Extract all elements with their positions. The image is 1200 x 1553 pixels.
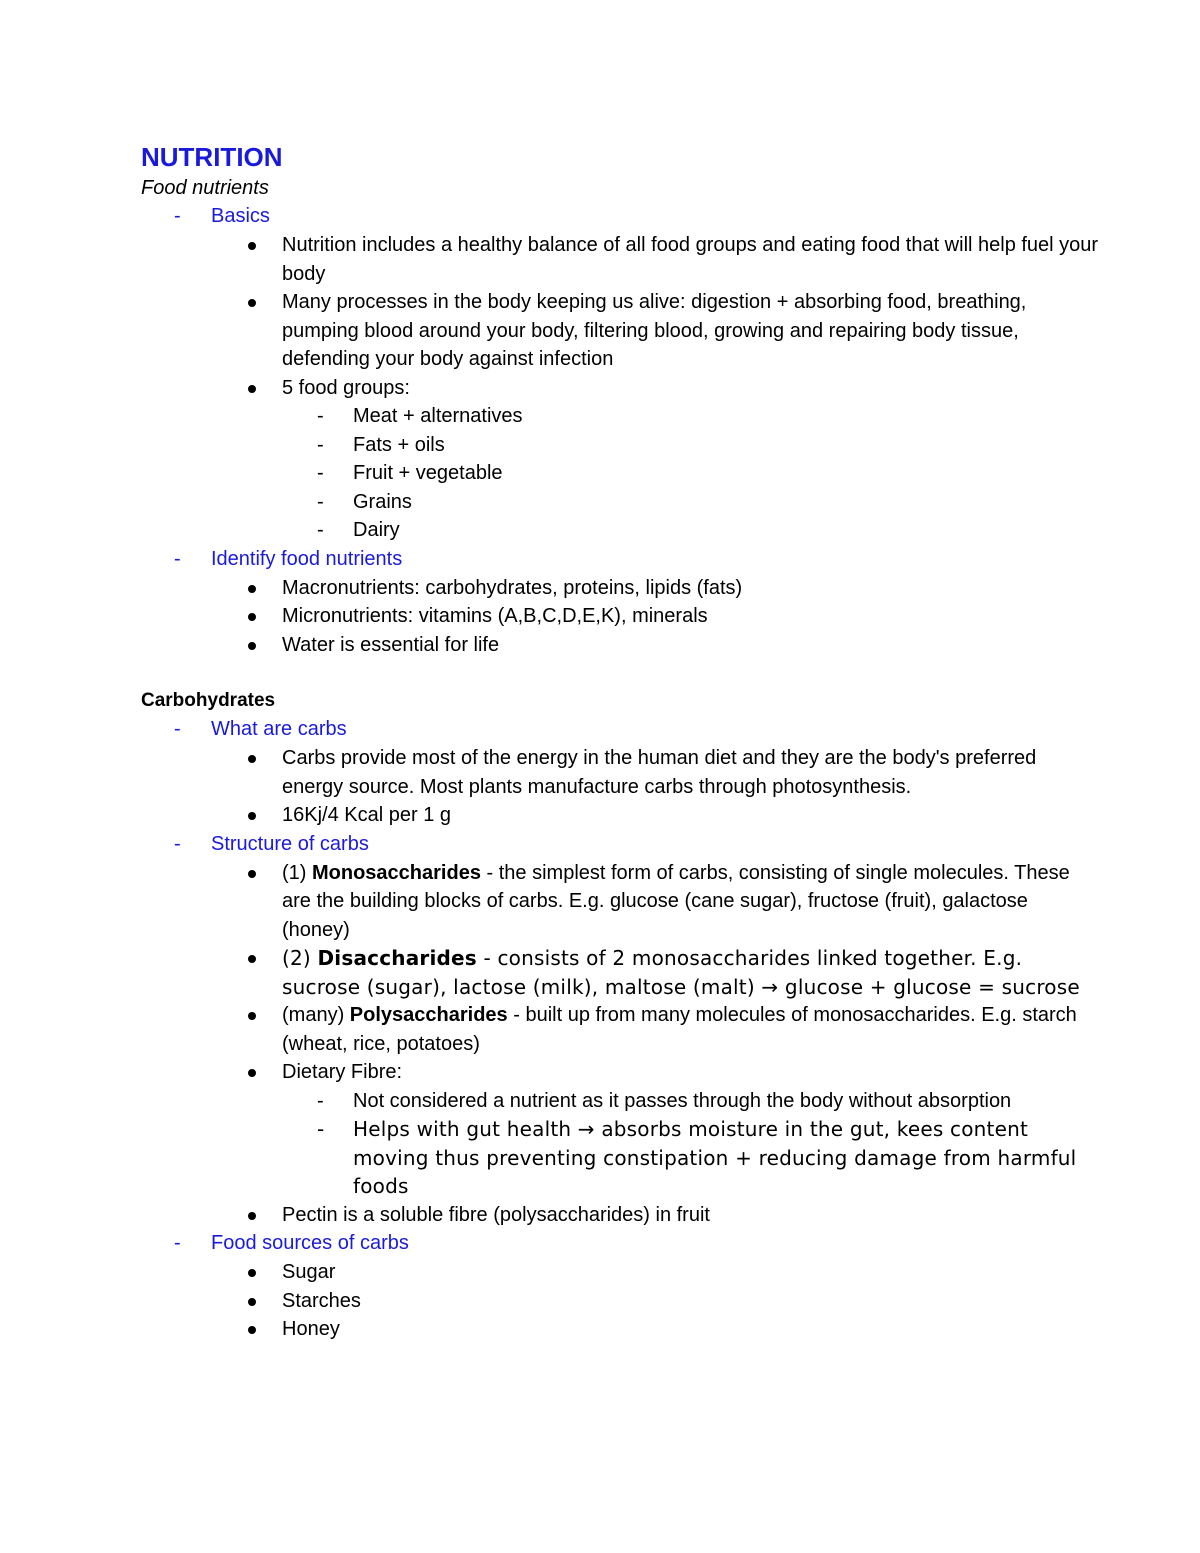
bullet-icon [248, 1012, 256, 1020]
list-item: (1) Monosaccharides - the simplest form of carbs, consisting of single molecules. These are the building blocks of carbs. E.g. glucose (cane sugar), fructose (fruit), galactose (honey) [211, 859, 1101, 945]
list-item: Water is essential for life [211, 631, 1101, 660]
section-identify [141, 545, 1101, 660]
dash-marker: - [317, 405, 324, 427]
list-item: - Fats + oils [282, 431, 1101, 460]
list-item: Pectin is a soluble fibre (polysaccharides) in fruit [211, 1201, 1101, 1230]
dash-marker: - [317, 1117, 325, 1141]
section-what-are-carbs [141, 715, 1101, 830]
bullet-icon [248, 585, 256, 593]
section-label: Structure of carbs [211, 832, 369, 855]
list-item: - Helps with gut health → absorbs moisture in the gut, kees content moving thus preventing constipation + reducing damage from harmful foods [317, 1117, 1077, 1198]
dash-marker: - [174, 1232, 181, 1254]
dash-marker: - [317, 519, 324, 541]
section-food-sources [141, 1229, 1101, 1344]
document-page [141, 140, 1101, 1344]
bullet-icon [248, 642, 256, 650]
list-item: 16Kj/4 Kcal per 1 g [211, 801, 1101, 830]
bullet-icon [248, 1069, 256, 1077]
section-label: Basics [211, 205, 270, 227]
list-item: Nutrition includes a healthy balance of all food groups and eating food that will help fuel your body [211, 231, 1101, 288]
list-item: (many) Polysaccharides - built up from many molecules of monosaccharides. E.g. starch (wheat, rice, potatoes) [211, 1001, 1101, 1058]
section-structure [141, 830, 1101, 1230]
list-item: Many processes in the body keeping us alive: digestion + absorbing food, breathing, pumping blood around your body, filtering blood, growing and repairing body tissue, defending your body against infection [211, 288, 1101, 374]
dash-marker: - [174, 547, 181, 570]
bullet-icon [248, 755, 256, 763]
dash-marker: - [317, 490, 324, 513]
food-groups-list [282, 402, 1101, 545]
carbs-list [141, 715, 1101, 1344]
dash-marker: - [317, 1089, 324, 1112]
section-label: Food sources of carbs [211, 1232, 409, 1254]
list-item: Carbs provide most of the energy in the human diet and they are the body's preferred energy source. Most plants manufacture carbs through photosynthesis. [211, 744, 1101, 801]
bullet-icon [248, 613, 256, 621]
nutrients-list [141, 202, 1101, 659]
dash-marker: - [174, 832, 181, 855]
spacer [141, 659, 1101, 687]
list-item: (2) Disaccharides - consists of 2 monosaccharides linked together. E.g. sucrose (sugar), lactose (milk), maltose (malt) → glucose + glucose = sucrose [211, 944, 1101, 1001]
bullet-icon [248, 242, 256, 250]
list-item: Honey [211, 1315, 1101, 1344]
list-item: - Fruit + vegetable [282, 459, 1101, 488]
section-label: Identify food nutrients [211, 547, 403, 570]
dash-marker: - [317, 462, 324, 484]
page-subtitle: Food nutrients [141, 177, 269, 199]
list-item: Dietary Fibre: - Not considered a nutrient as it passes through the body without absorption - Helps with gut health → absorbs moisture in the gut, kees content moving thus preventing constipation + reducing damage from harmful foods [211, 1058, 1101, 1201]
page-title: NUTRITION [141, 142, 283, 172]
list-item: - Grains [282, 488, 1101, 517]
section-heading: Carbohydrates [141, 690, 276, 711]
list-item: - Dairy [282, 516, 1101, 545]
list-item: - Meat + alternatives [282, 402, 1101, 431]
bullet-icon [248, 1298, 256, 1306]
list-item: Micronutrients: vitamins (A,B,C,D,E,K), minerals [211, 602, 1101, 631]
section-label: What are carbs [211, 718, 347, 740]
bullet-icon [248, 955, 256, 963]
dash-marker: - [174, 205, 181, 227]
list-item: 5 food groups: - Meat + alternatives - Fats + oils - Fruit + vegetable - Grains - Dairy [211, 374, 1101, 545]
section-basics [141, 202, 1101, 545]
bullet-icon [248, 299, 256, 307]
list-item: Starches [211, 1287, 1101, 1316]
list-item: Sugar [211, 1258, 1101, 1287]
bullet-icon [248, 1212, 256, 1220]
bullet-icon [248, 812, 256, 820]
list-item: - Not considered a nutrient as it passes through the body without absorption [282, 1087, 1101, 1116]
bullet-icon [248, 1269, 256, 1277]
dash-marker: - [317, 433, 324, 456]
list-item: Macronutrients: carbohydrates, proteins, lipids (fats) [211, 574, 1101, 603]
dash-marker: - [174, 718, 181, 740]
fibre-list [282, 1087, 1101, 1201]
bullet-icon [248, 385, 256, 393]
bullet-icon [248, 1326, 256, 1334]
bullet-icon [248, 870, 256, 878]
